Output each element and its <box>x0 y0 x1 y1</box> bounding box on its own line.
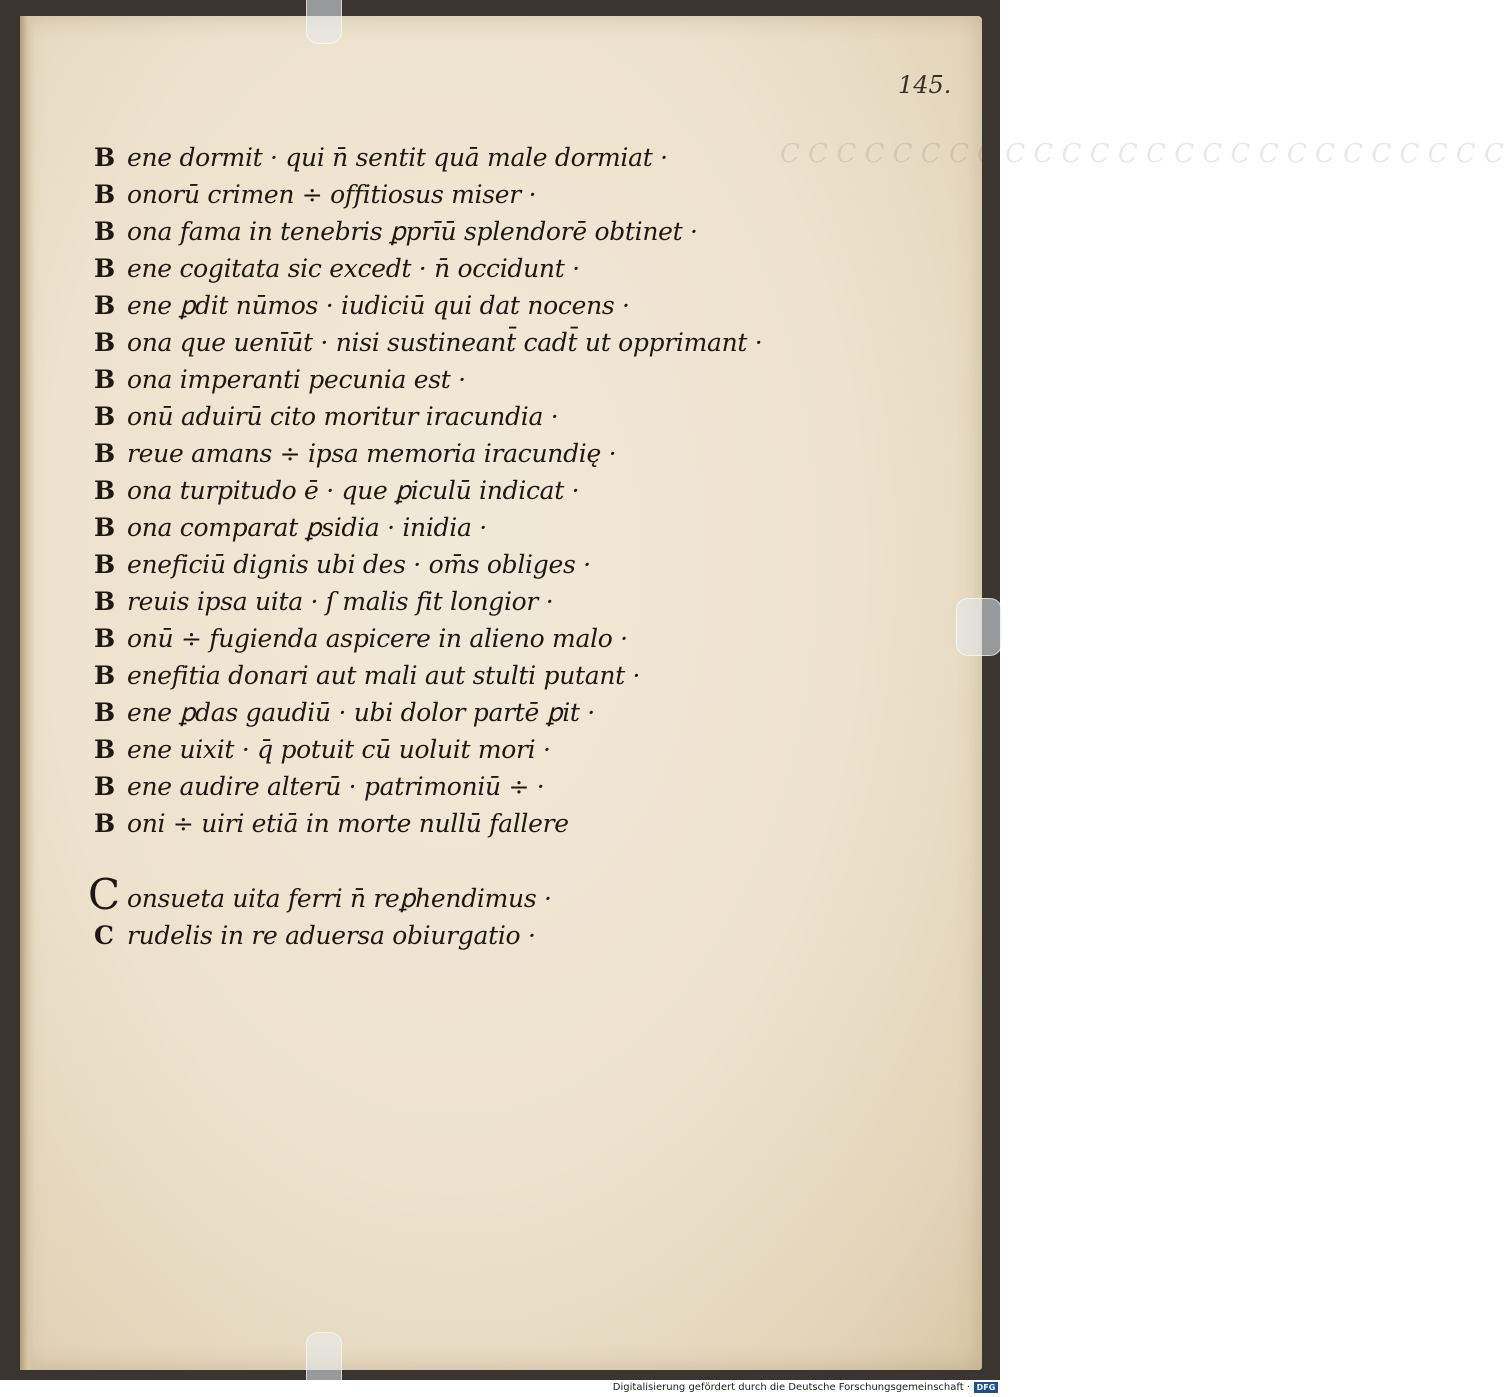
line-text: ene cogitata sic excedt · n̄ occidunt · <box>127 254 580 283</box>
initial-letter: B <box>94 217 115 246</box>
line-text: ona fama in tenebris ꝑprīū splendorē obtinet · <box>127 217 698 246</box>
text-line <box>94 809 794 846</box>
initial-letter: B <box>94 809 115 838</box>
text-line <box>94 624 794 661</box>
text-line-section-start <box>88 870 794 921</box>
text-line <box>94 180 794 217</box>
initial-letter: B <box>94 624 115 653</box>
line-text: rudelis in re aduersa obiurgatio · <box>127 921 536 950</box>
text-line <box>94 402 794 439</box>
footer-bar <box>0 1380 1000 1397</box>
initial-letter: B <box>94 735 115 764</box>
dfg-logo: DFG <box>974 1382 998 1393</box>
initial-letter: B <box>94 550 115 579</box>
line-text: onū ÷ fugienda aspicere in alieno malo · <box>127 624 628 653</box>
line-text: enefitia donari aut mali aut stulti putant · <box>127 661 641 690</box>
text-line <box>94 513 794 550</box>
manuscript-page <box>20 16 1504 1370</box>
text-line <box>94 550 794 587</box>
text-line <box>94 661 794 698</box>
text-line <box>94 143 794 180</box>
section-gap <box>94 846 794 884</box>
text-line <box>94 772 794 809</box>
text-line <box>94 735 794 772</box>
initial-letter: B <box>94 291 115 320</box>
initial-letter: B <box>94 772 115 801</box>
line-text: ene uixit · q̄ potuit cū uoluit mori · <box>127 735 551 764</box>
line-text: onū aduirū cito moritur iracundia · <box>127 402 559 431</box>
initial-letter: B <box>94 439 115 468</box>
line-text: reue amans ÷ ipsa memoria iracundię · <box>127 439 617 468</box>
initial-letter: B <box>94 254 115 283</box>
initial-letter: B <box>94 513 115 542</box>
initial-letter: B <box>94 661 115 690</box>
line-text: eneficiū dignis ubi des · om̄s obliges · <box>127 550 591 579</box>
show-through-text: C C C C C C C C C C C C C C C C C C C C C C C C C C <box>780 139 1504 169</box>
text-line <box>94 365 794 402</box>
initial-letter: B <box>94 365 115 394</box>
initial-letter: C <box>94 921 114 950</box>
line-text: ene dormit · qui n̄ sentit quā male dormiat · <box>127 143 668 172</box>
text-line <box>94 291 794 328</box>
line-text: ene audire alterū · patrimoniū ÷ · <box>127 772 545 801</box>
page-clip-right <box>956 598 1002 656</box>
text-line <box>94 476 794 513</box>
text-line <box>94 587 794 624</box>
initial-letter: B <box>94 180 115 209</box>
line-text: ona turpitudo ē · que ꝑiculū indicat · <box>127 476 580 505</box>
text-line <box>94 698 794 735</box>
line-text: reuis ipsa uita · ſ malis fit longior · <box>127 587 554 616</box>
initial-letter: B <box>94 698 115 727</box>
funding-credit: Digitalisierung gefördert durch die Deutsche Forschungsgemeinschaft · <box>612 1382 970 1393</box>
line-text: ene ꝑdit nūmos · iudiciū qui dat nocens · <box>127 291 630 320</box>
line-text: onorū crimen ÷ offitiosus miser · <box>127 180 537 209</box>
folio-number: 145. <box>898 71 952 99</box>
text-line <box>94 921 794 958</box>
text-line <box>94 254 794 291</box>
line-text: oni ÷ uiri etiā in morte nullū fallere <box>127 809 569 838</box>
gutter-fold <box>20 16 34 1370</box>
initial-letter: B <box>94 587 115 616</box>
initial-letter-large: C <box>88 870 120 919</box>
initial-letter: B <box>94 143 115 172</box>
text-block <box>88 143 794 958</box>
initial-letter: B <box>94 328 115 357</box>
text-line <box>94 439 794 476</box>
page-clip-top <box>306 0 342 44</box>
line-text: ene ꝑdas gaudiū · ubi dolor partē ꝑit · <box>127 698 595 727</box>
line-text: ona imperanti pecunia est · <box>127 365 466 394</box>
line-text: onsueta uita ferri n̄ reꝑhendimus · <box>127 884 552 913</box>
line-text: ona que uenīūt · nisi sustineant̄ cadt̄ ut opprimant · <box>127 328 763 357</box>
initial-letter: B <box>94 476 115 505</box>
initial-letter: B <box>94 402 115 431</box>
text-line <box>94 217 794 254</box>
line-text: ona comparat ꝑsidia · inidia · <box>127 513 487 542</box>
text-line <box>94 328 794 365</box>
